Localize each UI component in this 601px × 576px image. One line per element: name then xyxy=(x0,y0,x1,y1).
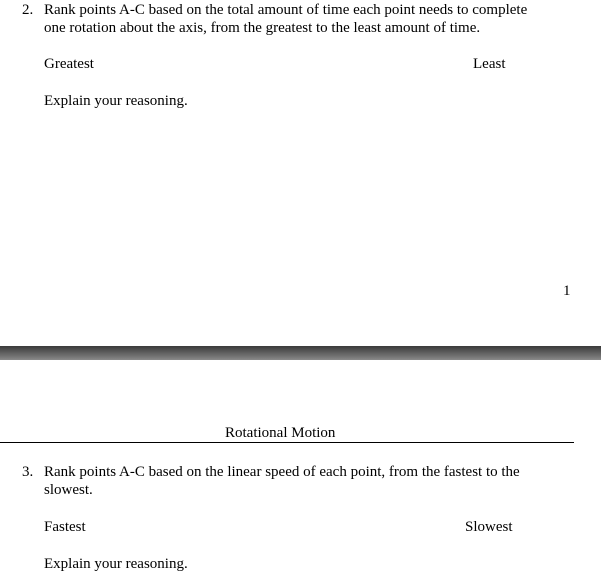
question-3-number: 3. xyxy=(22,464,34,480)
question-2-text-line-2: one rotation about the axis, from the greatest to the least amount of time. xyxy=(44,20,481,36)
question-2-explain-prompt: Explain your reasoning. xyxy=(44,93,188,109)
question-3-explain-prompt: Explain your reasoning. xyxy=(44,556,188,572)
question-3-text-line-1: Rank points A-C based on the linear speed of each point, from the fastest to the xyxy=(44,464,520,480)
page-header-title: Rotational Motion xyxy=(225,425,336,441)
question-2-number: 2. xyxy=(22,2,34,18)
fastest-label: Fastest xyxy=(44,519,86,535)
page-number: 1 xyxy=(563,283,571,299)
question-2-text-line-1: Rank points A-C based on the total amount of time each point needs to complete xyxy=(44,2,528,18)
least-label: Least xyxy=(473,56,506,72)
question-3-text-line-2: slowest. xyxy=(44,482,93,498)
page-break-separator xyxy=(0,346,601,360)
slowest-label: Slowest xyxy=(465,519,513,535)
greatest-label: Greatest xyxy=(44,56,94,72)
header-rule xyxy=(0,442,574,443)
